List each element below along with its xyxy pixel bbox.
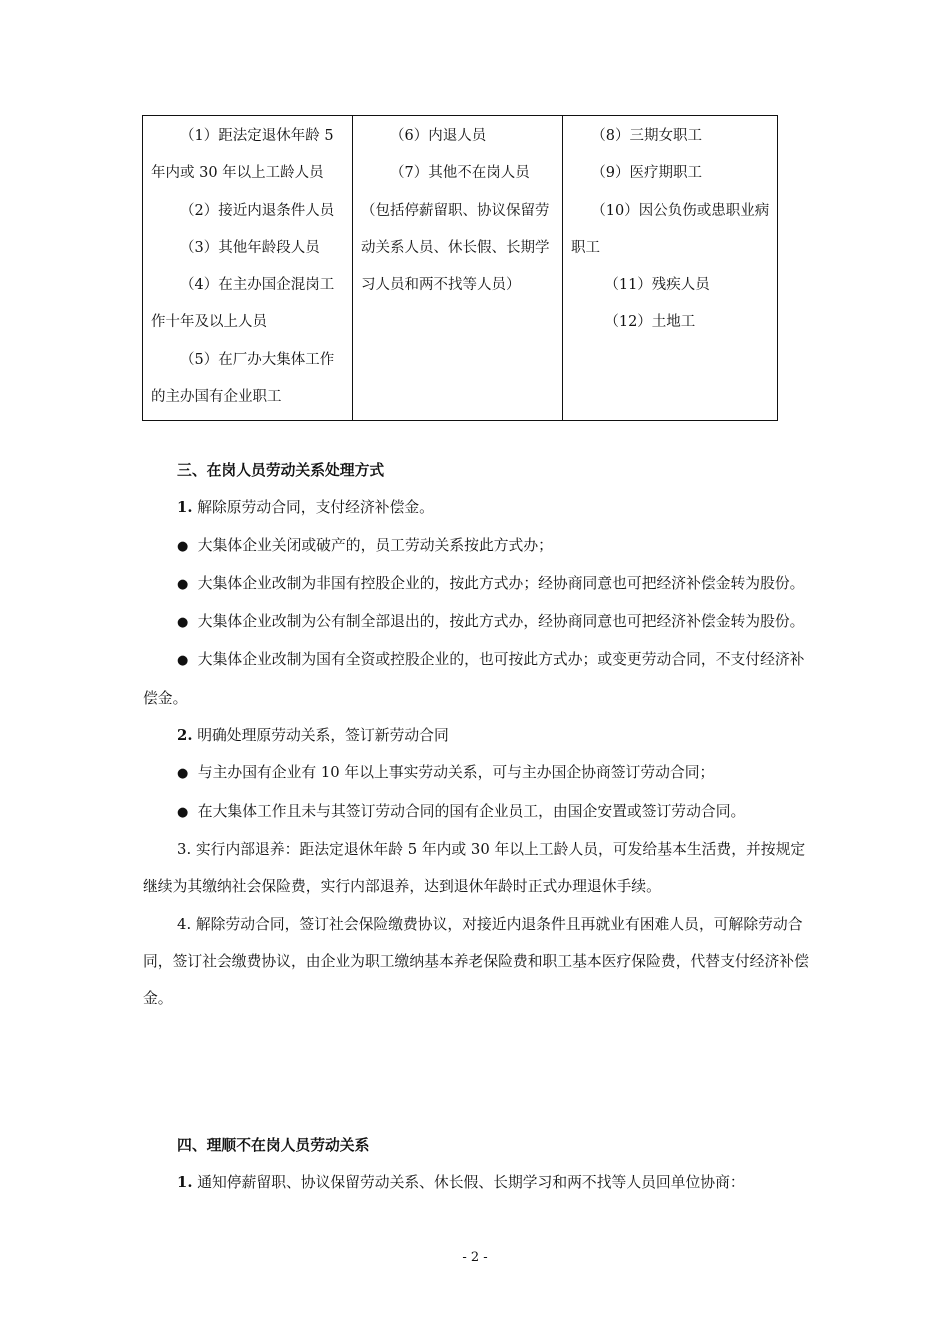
list-item: （9）医疗期职工 xyxy=(591,165,703,182)
table-cell-col3 xyxy=(563,116,778,421)
table-cell-col2 xyxy=(353,116,563,421)
bullet-icon: ● xyxy=(177,538,189,554)
item-text: 明确处理原劳动关系，签订新劳动合同 xyxy=(197,727,449,745)
section-heading: 四、理顺不在岗人员劳动关系 xyxy=(177,1137,370,1154)
paragraph: 3. 实行内部退养：距法定退休年龄 5 年内或 30 年以上工龄人员，可发给基本生活费，并按规定继续为其缴纳社会保险费，实行内部退养，达到退休年龄时正式办理退休手续。 xyxy=(143,840,806,896)
list-item: （11）残疾人员 xyxy=(604,277,710,294)
list-item: （12）土地工 xyxy=(604,314,696,331)
bullet-icon: ● xyxy=(177,576,189,592)
list-item: （8）三期女职工 xyxy=(591,128,703,144)
item-number: 1. xyxy=(177,1174,193,1192)
numbered-item xyxy=(143,1164,811,1201)
bullet-text: 大集体企业改制为非国有控股企业的，按此方式办；经协商同意也可把经济补偿金转为股份。 xyxy=(197,574,805,592)
list-item: （4）在主办国企混岗工作十年及以上人员 xyxy=(151,277,335,331)
list-item: （6）内退人员 xyxy=(390,128,487,144)
list-item: （3）其他年龄段人员 xyxy=(180,239,320,256)
bullet-text: 大集体企业改制为公有制全部退出的，按此方式办，经协商同意也可把经济补偿金转为股份。 xyxy=(197,613,805,631)
section-four xyxy=(143,1127,811,1202)
bullet-item xyxy=(143,754,811,792)
bullet-icon: ● xyxy=(177,653,189,669)
paragraph: 4. 解除劳动合同，签订社会保险缴费协议，对接近内退条件且再就业有困难人员，可解除劳动合同，签订社会缴费协议，由企业为职工缴纳基本养老保险费和职工基本医疗保险费，代替支付经济补偿金。 xyxy=(143,915,809,1008)
bullet-item xyxy=(143,641,811,717)
list-item: （10）因公负伤或患职业病职工 xyxy=(571,202,770,256)
bullet-text: 大集体企业改制为国有全资或控股企业的，也可按此方式办；或变更劳动合同，不支付经济补偿金。 xyxy=(143,651,805,707)
bullet-item xyxy=(143,603,811,641)
personnel-category-table xyxy=(142,115,778,421)
list-item: （1）距法定退休年龄 5 年内或 30 年以上工龄人员 xyxy=(151,128,334,182)
section-three xyxy=(143,452,811,1017)
bullet-icon: ● xyxy=(177,615,189,631)
bullet-text: 在大集体工作且未与其签订劳动合同的国有企业员工，由国企安置或签订劳动合同。 xyxy=(197,802,746,820)
bullet-item xyxy=(143,793,811,831)
section-heading: 三、在岗人员劳动关系处理方式 xyxy=(177,462,385,479)
numbered-item xyxy=(143,717,811,754)
item-text: 解除原劳动合同，支付经济补偿金。 xyxy=(197,499,434,517)
item-text: 通知停薪留职、协议保留劳动关系、休长假、长期学习和两不找等人员回单位协商： xyxy=(197,1174,745,1192)
list-item: （7）其他不在岗人员（包括停薪留职、协议保留劳动关系人员、休长假、长期学习人员和两不找等人员） xyxy=(361,165,550,294)
bullet-text: 与主办国有企业有 10 年以上事实劳动关系，可与主办国企协商签订劳动合同； xyxy=(197,764,715,782)
item-number: 1. xyxy=(177,499,193,517)
bullet-item xyxy=(143,565,811,603)
list-item: （5）在厂办大集体工作的主办国有企业职工 xyxy=(151,351,335,406)
table-cell-col1 xyxy=(143,116,353,421)
table-row xyxy=(143,116,778,421)
bullet-item xyxy=(143,527,811,565)
item-number: 2. xyxy=(177,727,193,745)
numbered-item xyxy=(143,489,811,526)
bullet-icon: ● xyxy=(177,804,189,820)
bullet-text: 大集体企业关闭或破产的，员工劳动关系按此方式办； xyxy=(197,536,553,554)
page-number: - 2 - xyxy=(462,1250,488,1265)
list-item: （2）接近内退条件人员 xyxy=(180,202,335,219)
bullet-icon: ● xyxy=(177,766,189,782)
